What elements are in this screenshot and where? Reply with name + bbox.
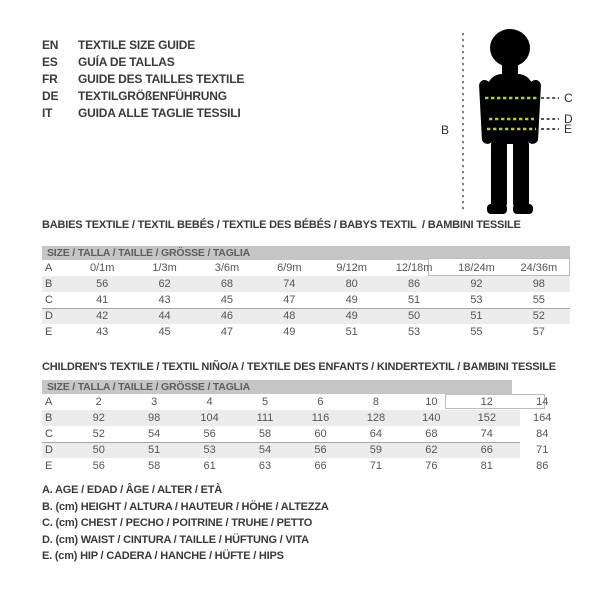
table-cell: 61 [203,460,216,472]
table-cell: 71 [536,444,549,456]
language-code: FR [42,71,58,86]
table-cell: 1/3m [152,262,177,274]
chest-label: C [564,91,573,105]
table-cell: 74 [283,278,296,290]
table-cell: 104 [200,412,219,424]
row-label: B [45,412,53,424]
table-cell: 55 [470,326,483,338]
table-cell: 116 [311,412,330,424]
table-cell: 49 [283,326,296,338]
language-title: TEXTILE SIZE GUIDE [78,37,196,52]
table-cell: 41 [96,294,109,306]
table-cell: 45 [220,294,234,306]
measurement-legend [42,482,329,565]
table-cell: 12/18m [395,262,433,274]
size-header-band: SIZE / TALLA / TAILLE / GRÖSSE / TAGLIA [42,246,570,260]
table-cell: 49 [345,310,358,322]
table-cell: 47 [283,294,296,306]
table-cell: 81 [480,460,493,472]
table-cell: 42 [96,310,109,322]
table-cell: 92 [92,412,105,424]
table-cell: 51 [470,310,483,322]
table-cell: 43 [96,326,109,338]
table-cell: 59 [369,444,383,456]
table-cell: 57 [532,326,545,338]
table-cell: 68 [425,428,438,440]
language-title: GUÍA DE TALLAS [78,54,175,69]
waist-label: D [564,112,573,126]
table-cell: 6 [317,396,324,408]
table-cell: 62 [425,444,438,456]
language-code: EN [42,37,59,52]
table-cell: 74 [480,428,493,440]
row-label: A [45,262,53,274]
table-cell: 53 [407,326,421,338]
legend-age: A. AGE / EDAD / ÂGE / ALTER / ETÀ [42,484,223,497]
table-cell: 54 [258,444,272,456]
child-measurement-figure [425,8,595,233]
table-cell: 63 [258,460,272,472]
language-code: ES [42,54,58,69]
table-cell: 51 [407,294,421,306]
table-cell: 86 [407,278,421,290]
language-title: GUIDA ALLE TAGLIE TESSILI [78,105,241,120]
table-cell: 4 [206,396,213,408]
height-label: B [441,123,450,137]
table-cell: 71 [369,460,383,472]
table-cell: 9/12m [336,262,367,274]
table-cell: 48 [283,310,296,322]
language-code: DE [42,88,59,103]
row-label: C [45,428,53,440]
table-row [42,394,570,410]
table-cell: 58 [258,428,272,440]
table-cell: 84 [536,428,549,440]
table-cell: 92 [470,278,483,290]
table-row [42,324,570,340]
table-cell: 0/1m [89,262,115,274]
table-cell: 52 [532,310,545,322]
children-size-table [42,380,570,474]
legend-hip: E. (cm) HIP / CADERA / HANCHE / HÜFTE / HIPS [42,550,284,563]
row-label: C [45,294,53,306]
row-label: A [45,396,53,408]
table-cell: 3/6m [214,262,240,274]
table-cell: 111 [256,412,274,424]
table-cell: 98 [148,412,161,424]
language-row-es [42,53,244,70]
language-title: GUIDE DES TAILLES TEXTILE [78,71,245,86]
table-cell: 58 [148,460,161,472]
hip-label: E [564,122,573,136]
row-label: E [45,460,53,472]
table-cell: 60 [314,428,327,440]
language-code: IT [42,105,53,120]
legend-height: B. (cm) HEIGHT / ALTURA / HAUTEUR / HÖHE / ALTEZZA [42,500,329,513]
table-cell: 64 [369,428,383,440]
table-cell: 56 [314,444,327,456]
language-row-de [42,87,244,104]
table-cell: 8 [372,396,379,408]
children-table-title: CHILDREN'S TEXTILE / TEXTIL NIÑO/A / TEXTILE DES ENFANTS / KINDERTEXTIL / BAMBINI TESSILE [42,361,556,373]
table-cell: 62 [158,278,171,290]
table-cell: 3 [151,396,158,408]
table-cell: 52 [92,428,105,440]
language-row-fr [42,70,244,87]
row-label: D [45,444,53,456]
size-header-band: SIZE / TALLA / TAILLE / GRÖSSE / TAGLIA [42,380,512,394]
table-cell: 51 [345,326,358,338]
table-cell: 68 [220,278,234,290]
table-cell: 2 [95,396,102,408]
language-row-it [42,104,244,121]
table-cell: 50 [92,444,105,456]
table-cell: 66 [314,460,327,472]
children-table-rows [42,394,570,474]
table-cell: 53 [203,444,216,456]
child-silhouette [479,29,541,214]
table-cell: 45 [158,326,171,338]
row-label: E [45,326,53,338]
table-cell: 6/9m [277,262,302,274]
language-guide [42,36,244,121]
table-cell: 56 [92,460,105,472]
table-cell: 55 [532,294,545,306]
table-cell: 50 [407,310,421,322]
table-cell: 44 [158,310,171,322]
table-row [42,276,570,292]
table-cell: 46 [220,310,234,322]
table-cell: 80 [345,278,358,290]
table-cell: 24/36m [520,262,558,274]
table-cell: 164 [533,412,552,424]
legend-waist: D. (cm) WAIST / CINTURA / TAILLE / HÜFTUNG / VITA [42,533,309,546]
table-cell: 66 [480,444,493,456]
table-cell: 14 [536,396,549,408]
table-cell: 5 [261,396,269,408]
table-cell: 86 [536,460,549,472]
table-cell: 128 [366,412,386,424]
table-cell: 12 [480,396,493,408]
table-row [42,458,570,474]
table-cell: 43 [158,294,171,306]
table-cell: 51 [148,444,161,456]
table-row [42,308,570,324]
language-row-en [42,36,244,53]
babies-table-title: BABIES TEXTILE / TEXTIL BEBÉS / TEXTILE DES BÉBÉS / BABYS TEXTIL / BAMBINI TESSILE [42,219,521,231]
table-cell: 56 [96,278,109,290]
language-title: TEXTILGRÖßENFÜHRUNG [78,88,227,103]
table-cell: 140 [422,412,441,424]
babies-table-rows [42,260,570,340]
table-row [42,426,570,442]
table-cell: 10 [425,396,438,408]
table-cell: 152 [477,412,496,424]
table-row [42,292,570,308]
table-cell: 47 [220,326,234,338]
table-cell: 49 [345,294,358,306]
table-cell: 54 [148,428,161,440]
table-cell: 18/24m [458,262,495,274]
table-cell: 53 [470,294,483,306]
table-cell: 76 [425,460,438,472]
babies-size-table [42,246,570,340]
row-label: B [45,278,53,290]
table-row [42,410,570,426]
table-row [42,260,570,276]
table-cell: 56 [203,428,216,440]
legend-chest: C. (cm) CHEST / PECHO / POITRINE / TRUHE / PETTO [42,517,313,530]
table-row [42,442,570,458]
row-label: D [45,310,53,322]
table-cell: 98 [532,278,545,290]
